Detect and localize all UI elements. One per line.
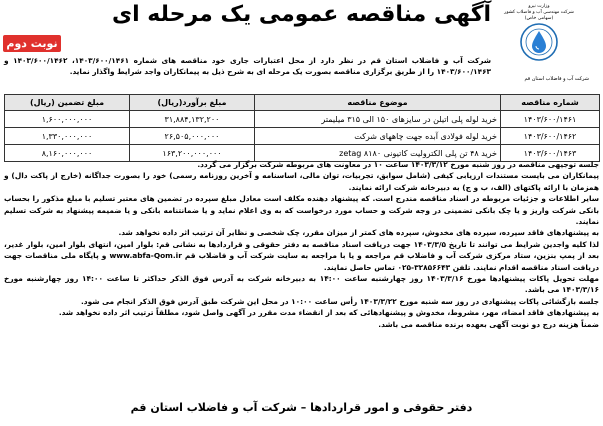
header-subject: موضوع مناقصه (255, 95, 501, 111)
cell-subject: خرید لوله پلی اتیلن در سایزهای ۱۵۰ الی ۳۱۵ میلیمتر (255, 111, 501, 128)
round-badge: نوبت دوم (3, 35, 61, 52)
paragraph-deadline: مهلت تحویل پاکات پیشنهادها مورخ ۱۴۰۳/۳/۱۶ روز چهارشنبه ساعت ۱۴:۰۰ به دبیرخانه شرکت به آدرس فوق الذکر حداکثر تا ساعت ۱۴:۰۰ روز چهارشنبه مورخ ۱۴۰۳/۳/۱۶ می باشد. (4, 274, 599, 295)
paragraph-briefing: جلسه توجیهی مناقصه در روز شنبه مورخ ۱۴۰۳/۳/۱۲ ساعت ۱۰ در معاونت های مربوطه شرکت برگزار می گردد. (197, 160, 599, 169)
cell-guarantee: ۱,۶۰۰,۰۰۰,۰۰۰ (5, 111, 130, 128)
page-title: آگهی مناقصه عمومی یک مرحله ای (111, 2, 492, 27)
header-number: شماره مناقصه (501, 95, 600, 111)
cell-number: ۱۴۰۳/۶۰۰/۱۴۶۲ (501, 128, 600, 145)
header-guarantee: مبلغ تضمین (ریال) (5, 95, 130, 111)
logo-org: (سهامی خاص) (524, 16, 554, 21)
footer-signature: دفتر حقوقی و امور قراردادها – شرکت آب و فاضلاب استان قم (130, 401, 473, 414)
cell-guarantee: ۱,۳۳۰,۰۰۰,۰۰۰ (5, 128, 130, 145)
cell-number: ۱۴۰۳/۶۰۰/۱۴۶۱ (501, 111, 600, 128)
cell-subject: خرید لوله فولادی آبده جهت چاههای شرکت (255, 128, 501, 145)
paragraph-qualification: پیمانکاران می بایست مستندات ارزیابی کیفی (شامل سوابق، تجربیات، توان مالی، اساسنامه و آخرین روزنامه رسمی) خود را بصورت جداگانه (خارج از پاکت دال) و همزمان با ارائه پاکتهای (الف، ب و ج) به دبیرخانه شرکت ارائه نمایند. (4, 171, 599, 192)
cell-subject: خرید ۴۸ تن پلی الکترولیت کاتیونی zetag ۸۱۸۰ (255, 145, 501, 162)
logo-company-group: شرکت مهندسی آب و فاضلاب کشور (504, 10, 574, 15)
paragraph-opening: جلسه بازگشائی پاکات پیشنهادی در روز سه شنبه مورخ ۱۴۰۳/۳/۲۲ رأس ساعت ۱۰:۰۰ در محل این شرکت طبق آدرس فوق الذکر انجام می شود. (81, 296, 599, 306)
paragraph-ad-cost: ضمناً هزینه درج دو نوبت آگهی بعهده برنده مناقصه می باشد. (378, 319, 599, 329)
cell-number: ۱۴۰۳/۶۰۰/۱۴۶۳ (501, 145, 600, 162)
tender-table (4, 94, 600, 162)
table-row (5, 128, 600, 145)
logo-company-name: شرکت آب و فاضلاب استان قم (524, 76, 589, 82)
cell-estimate: ۲۶,۵۰۵,۰۰۰,۰۰۰ (130, 128, 255, 145)
logo-ministry: وزارت نیرو (528, 4, 550, 9)
table-row (5, 111, 600, 128)
cell-estimate: ۱۶۳,۲۰۰,۰۰۰,۰۰۰ (130, 145, 255, 162)
header-estimate: مبلغ برآورد(ریال) (130, 95, 255, 111)
paragraph-invalid-deposit: به پیشنهادهای فاقد سپرده، سپرده های مخدوش، سپرده های کمتر از میزان مقرر، چک شخصی و نظایر آن ترتیب اثر داده نخواهد شد. (118, 228, 599, 238)
paragraph-guarantee: سایر اطلاعات و جزئیات مربوطه در اسناد مناقصه مندرج است. که پیشنهاد دهنده مکلف است معادل مبلغ سپرده در تضمین های معتبر تسلیم با مبلغ مذکور را بحساب بانکی شرکت واریز و یا چک بانکی تضمینی در وجه شرکت و حساب مورد درخواست که به وی اعلام نماید و یا ضمانتنامه بانکی و یا ضمیمه پیشنهاد به شرکت تسلیم نمایند. (4, 194, 599, 227)
paragraph-invalid-bids: به پیشنهادهای فاقد امضاء، مهر، مشروط، مخدوش و پیشنهادهائی که بعد از انقضاء مدت مقرر در آگهی واصل شود، مطلقاً ترتیب اثر داده نخواهد شد. (58, 308, 599, 318)
cell-guarantee: ۸,۱۶۰,۰۰۰,۰۰۰ (5, 145, 130, 162)
intro-paragraph: شرکت آب و فاضلاب استان قم در نظر دارد از محل اعتبارات جاری خود مناقصه های شماره ۱۴۰۳/۶۰۰/۱۴۶۱، ۱۴۰۳/۶۰۰/۱۴۶۲ و ۱۴۰۳/۶۰۰/۱۴۶۳ را از طریق برگزاری مناقصه بصورت یک مرحله ای به شرح ذیل به پیمانکاران واجد شرایط واگذار نماید. (4, 56, 492, 76)
paragraph-documents: لذا کلیه واجدین شرایط می توانند تا تاریخ ۱۴۰۳/۳/۵ جهت دریافت اسناد مناقصه به دفتر حقوقی و قراردادها به نشانی قم: بلوار امین، انتهای بلوار امین، بلوار غدیر، بعد از پمپ بنزین، ستاد مرکزی شرکت آب و فاضلاب قم مراجعه و یا با مراجعه به سایت شرکت آب و فاضلاب قم www.abfa-Qom.ir و پایگاه ملی مناقصات جهت دریافت اسناد مناقصه اقدام نمایند. تلفن ۳۲۸۵۶۶۴۳-۰۲۵ تماس حاصل نمایند. (4, 239, 600, 272)
cell-estimate: ۳۱,۸۸۴,۱۳۲,۲۰۰ (130, 111, 255, 128)
conditions-text (4, 159, 599, 330)
table-header-row (5, 95, 600, 111)
